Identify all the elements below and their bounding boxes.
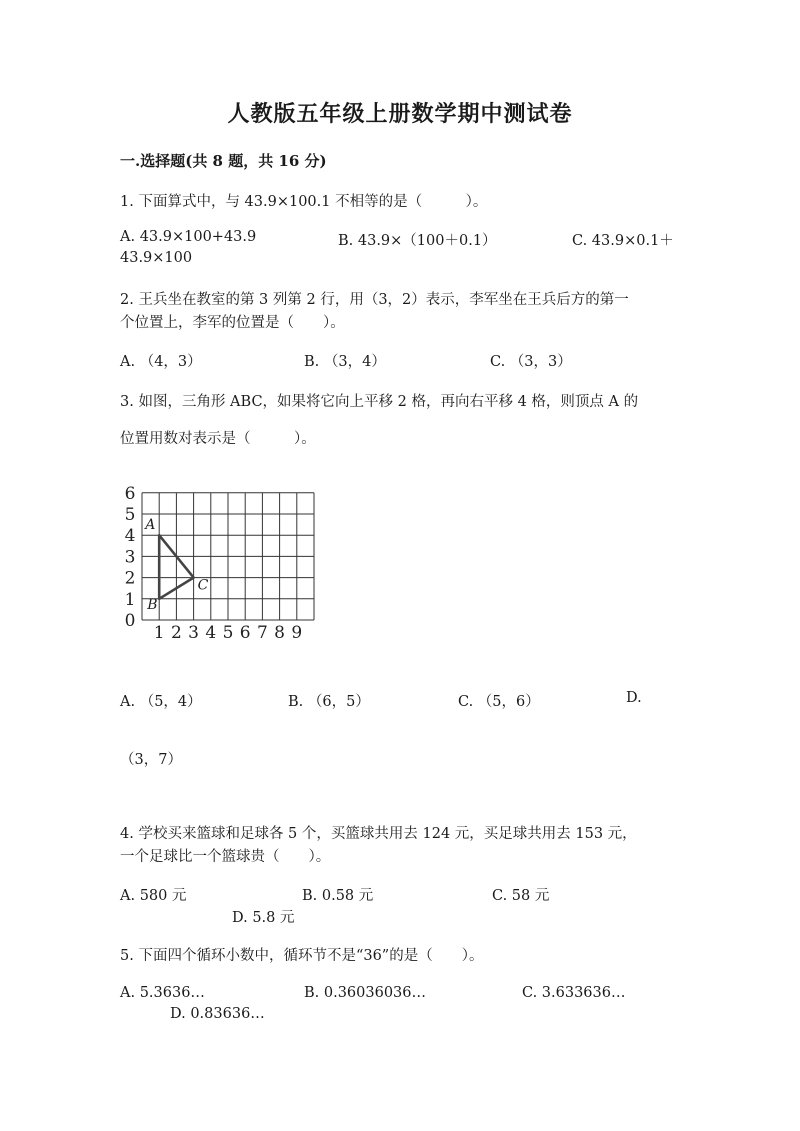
question-4-option-b[interactable]: B. 0.58 元 [302, 888, 374, 904]
x-tick-label: 9 [291, 623, 303, 643]
question-3-option-d-continued: （3，7） [120, 752, 182, 768]
question-1-option-c-continued: 43.9×100 [120, 250, 193, 266]
question-4-stem-line2: 一个足球比一个篮球贵（ ）。 [120, 849, 331, 865]
x-tick-label: 7 [256, 623, 268, 643]
question-1-option-a[interactable]: A. 43.9×100+43.9 [120, 229, 257, 245]
y-tick-label: 0 [124, 611, 136, 631]
question-3-stem-line2: 位置用数对表示是（ ）。 [120, 431, 316, 447]
question-5-stem: 5. 下面四个循环小数中，循环节不是“36”的是（ ）。 [120, 948, 484, 964]
coordinate-grid [118, 482, 318, 652]
x-tick-label: 3 [188, 623, 200, 643]
question-4-stem-line1: 4. 学校买来篮球和足球各 5 个，买篮球共用去 124 元，买足球共用去 153 元， [120, 826, 637, 842]
question-5-option-b[interactable]: B. 0.36036036… [304, 985, 427, 1001]
y-tick-label: 3 [124, 547, 136, 568]
vertex-label-a: A [145, 517, 156, 534]
question-5-option-d[interactable]: D. 0.83636… [170, 1006, 265, 1022]
y-tick-label: 4 [124, 526, 136, 547]
question-2-option-c[interactable]: C. （3，3） [490, 354, 572, 370]
question-1-option-c[interactable]: C. 43.9×0.1＋ [572, 233, 674, 249]
x-tick-label: 4 [205, 623, 217, 643]
question-2-stem-line1: 2. 王兵坐在教室的第 3 列第 2 行，用（3，2）表示，李军坐在王兵后方的第一 [120, 292, 629, 308]
y-tick-label: 1 [124, 589, 136, 610]
vertex-label-b: B [147, 596, 158, 613]
question-3-option-b[interactable]: B. （6，5） [288, 694, 370, 710]
x-tick-label: 5 [222, 623, 234, 643]
vertex-label-c: C [197, 577, 209, 594]
x-tick-label: 8 [274, 623, 286, 643]
x-tick-label: 2 [170, 623, 182, 643]
question-4-option-d[interactable]: D. 5.8 元 [232, 910, 295, 926]
question-3-option-c[interactable]: C. （5，6） [458, 694, 540, 710]
page-title: 人教版五年级上册数学期中测试卷 [227, 101, 573, 127]
question-4-option-a[interactable]: A. 580 元 [120, 888, 187, 904]
y-tick-label: 5 [124, 505, 136, 525]
question-3-option-a[interactable]: A. （5，4） [120, 694, 202, 710]
y-tick-label: 6 [124, 483, 136, 504]
y-tick-label: 2 [124, 568, 136, 589]
question-4-option-c[interactable]: C. 58 元 [492, 888, 550, 904]
question-2-stem-line2: 个位置上，李军的位置是（ ）。 [120, 315, 345, 331]
question-3-stem-line1: 3. 如图，三角形 ABC，如果将它向上平移 2 格，再向右平移 4 格，则顶点 A 的 [120, 394, 639, 410]
coordinate-grid-figure [118, 482, 318, 656]
question-1-stem: 1. 下面算式中，与 43.9×100.1 不相等的是（ ）。 [120, 194, 488, 210]
question-5-option-a[interactable]: A. 5.3636… [120, 985, 205, 1001]
x-tick-label: 1 [153, 623, 165, 643]
x-tick-label: 6 [239, 623, 251, 643]
question-5-option-c[interactable]: C. 3.633636… [522, 985, 626, 1001]
question-3-option-d[interactable]: D. [626, 690, 642, 706]
section-heading: 一.选择题(共 8 题，共 16 分) [120, 152, 327, 170]
question-2-option-b[interactable]: B. （3，4） [304, 354, 386, 370]
question-1-option-b[interactable]: B. 43.9×（100＋0.1） [338, 233, 497, 249]
question-2-option-a[interactable]: A. （4，3） [120, 354, 202, 370]
